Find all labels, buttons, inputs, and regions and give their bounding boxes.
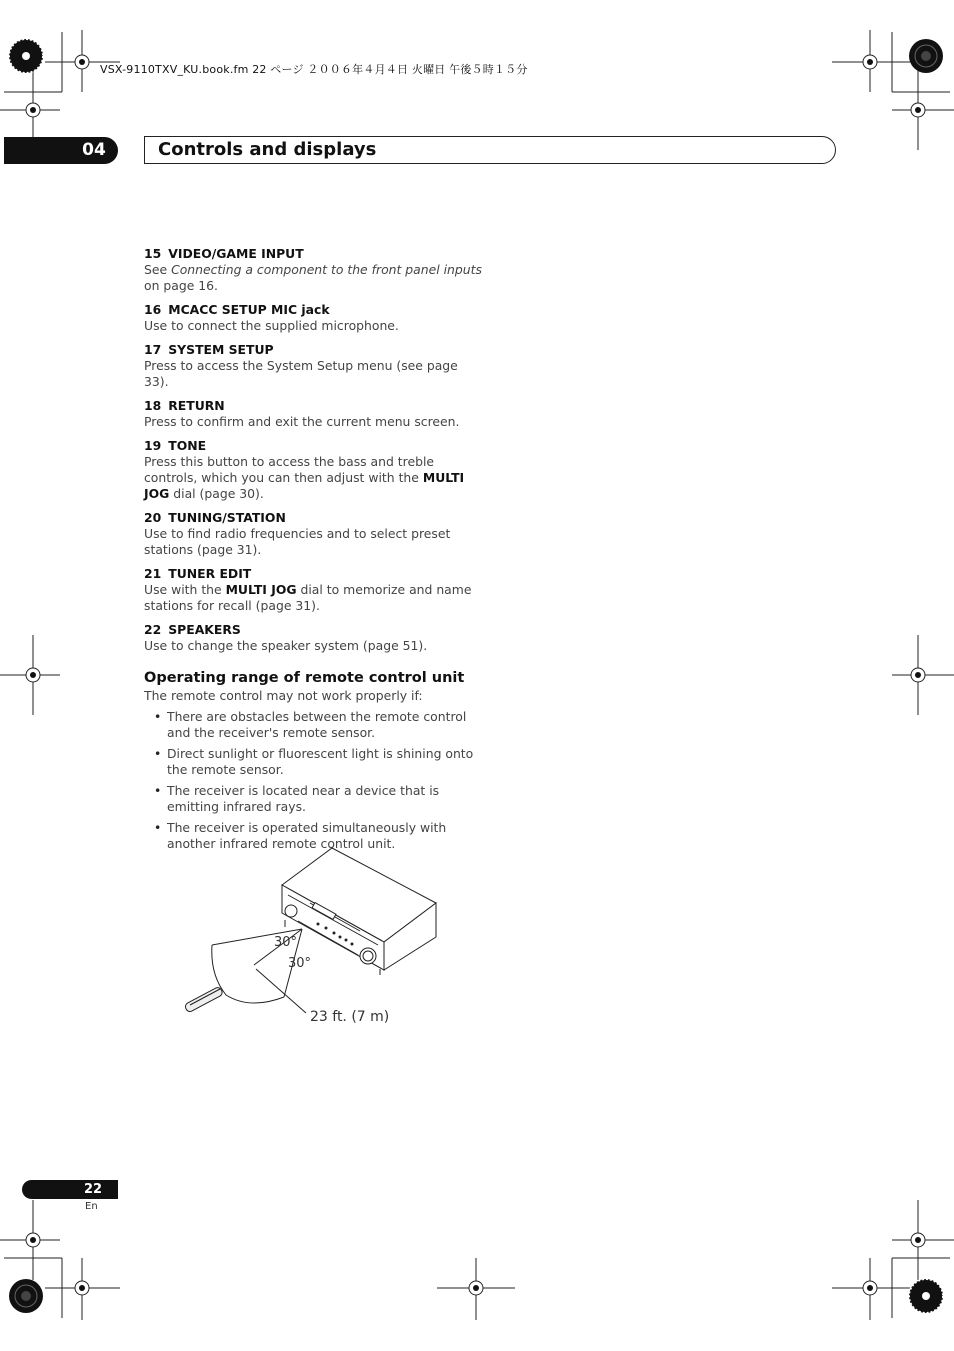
item-heading <box>144 246 484 262</box>
item-heading <box>144 438 484 454</box>
bullet-icon: • <box>154 783 162 798</box>
item-title: SYSTEM SETUP <box>168 342 274 357</box>
desc-bold: MULTI JOG <box>144 470 465 501</box>
item-description: Use to change the speaker system (page 51). <box>144 638 428 653</box>
item-description: Press to access the System Setup menu (see page 33). <box>144 358 458 389</box>
item-title: RETURN <box>168 398 225 413</box>
item-title: VIDEO/GAME INPUT <box>168 246 304 261</box>
item-16 <box>144 302 484 334</box>
file-header: VSX-9110TXV_KU.book.fm 22 ページ ２００６年４月４日 火曜日 午後５時１５分 <box>100 63 528 76</box>
item-number: 18 <box>144 398 162 413</box>
list-item <box>144 709 484 741</box>
remote-control-icon <box>184 986 224 1013</box>
item-number: 15 <box>144 246 162 261</box>
item-heading <box>144 622 484 638</box>
item-description: Use to find radio frequencies and to select preset stations (page 31). <box>144 526 451 557</box>
chapter-title: Controls and displays <box>158 139 377 160</box>
item-number: 20 <box>144 510 162 525</box>
range-arc <box>212 945 284 1003</box>
item-heading <box>144 342 484 358</box>
item-heading <box>144 398 484 414</box>
bullet-list <box>144 709 484 852</box>
bullet-icon: • <box>154 746 162 761</box>
bullet-icon: • <box>154 820 162 835</box>
volume-knob <box>285 905 297 917</box>
remote-range-figure <box>180 845 440 1030</box>
desc-text: dial (page 30). <box>169 486 264 501</box>
item-19 <box>144 438 484 502</box>
item-description <box>144 582 484 614</box>
main-content <box>144 246 484 857</box>
desc-text: Press this button to access the bass and treble controls, which you can then adjust with the <box>144 454 435 485</box>
item-number: 22 <box>144 622 162 637</box>
item-number: 16 <box>144 302 162 317</box>
item-heading <box>144 510 484 526</box>
item-description: Press to confirm and exit the current menu screen. <box>144 414 460 429</box>
list-item-text: The receiver is operated simultaneously with another infrared remote control unit. <box>167 820 447 851</box>
item-number: 21 <box>144 566 162 581</box>
item-18 <box>144 398 484 430</box>
item-title: TUNING/STATION <box>168 510 286 525</box>
section-intro: The remote control may not work properly if: <box>144 688 423 703</box>
distance-label: 23 ft. (7 m) <box>310 1009 390 1025</box>
desc-text: See <box>144 262 172 277</box>
item-description <box>144 454 484 502</box>
desc-text: on page 16. <box>144 278 218 293</box>
list-item-text: The receiver is located near a device that is emitting infrared rays. <box>167 783 440 814</box>
distance-leader <box>256 969 306 1013</box>
angle-upper-label: 30° <box>274 935 298 950</box>
item-title: TONE <box>168 438 207 453</box>
item-description: Use to connect the supplied microphone. <box>144 318 399 333</box>
item-17 <box>144 342 484 390</box>
item-number: 17 <box>144 342 162 357</box>
item-description <box>144 262 484 294</box>
list-item <box>144 746 484 778</box>
angle-lower-label: 30° <box>288 956 312 971</box>
item-heading <box>144 302 484 318</box>
list-item-text: Direct sunlight or fluorescent light is shining onto the remote sensor. <box>167 746 474 777</box>
desc-bold: MULTI JOG <box>225 582 297 597</box>
item-20 <box>144 510 484 558</box>
chapter-number: 04 <box>82 140 106 160</box>
desc-text: Use with the <box>144 582 226 597</box>
item-title: SPEAKERS <box>168 622 241 637</box>
item-heading <box>144 566 484 582</box>
page-number: 22 <box>83 1182 103 1197</box>
item-title: TUNER EDIT <box>168 566 252 581</box>
bullet-icon: • <box>154 709 162 724</box>
item-number: 19 <box>144 438 162 453</box>
desc-text: dial to memorize and name stations for recall (page 31). <box>144 582 472 613</box>
page-language: En <box>85 1201 98 1212</box>
item-22 <box>144 622 484 654</box>
section-heading: Operating range of remote control unit <box>144 670 465 686</box>
item-21 <box>144 566 484 614</box>
item-15 <box>144 246 484 294</box>
list-item <box>144 783 484 815</box>
list-item-text: There are obstacles between the remote control and the receiver's remote sensor. <box>167 709 467 740</box>
item-title: MCACC SETUP MIC jack <box>168 302 330 317</box>
desc-italic: Connecting a component to the front panel inputs <box>171 262 482 277</box>
